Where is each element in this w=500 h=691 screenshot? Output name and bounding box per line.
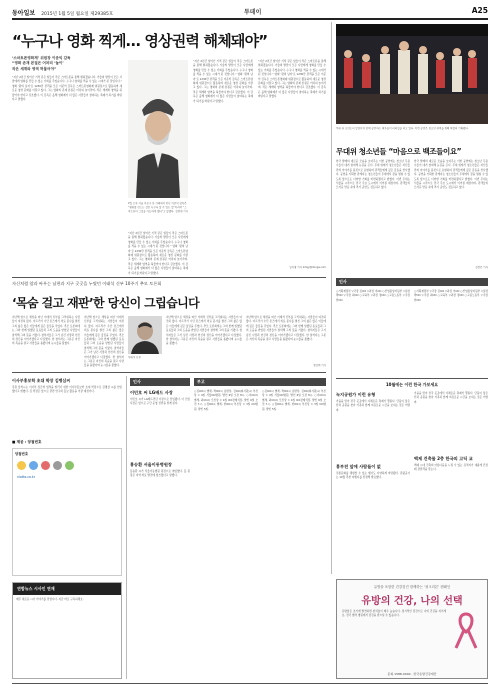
left-ad (12, 582, 122, 679)
stage-photo (336, 24, 488, 124)
ad-title: 유방의 건강, 나의 선택 (361, 596, 463, 607)
middle-body3: 전통문화를 체험할 수 있는 행사도 다양하게 마련됐다. 관광공사는 10월 추천 여행지를 선정해 발표했다. (336, 472, 410, 480)
feature-byline: 정성택 기자 (313, 364, 326, 367)
stage-body-col1: 한국 발레의 새로운 모습을 보여주는 이번 공연에는 청소년 무용수들이 대거 참여해 눈길을 끈다. 무대 위에서 청소년들은 자신들만의 이야기를 몸짓으로 표현하며 관객들에게 깊은 감동을 선사했다. 공연을 기획한 관계자는 청소년들이 무대에서 꿈을 펼칠 수 있도록 앞으로도 다양한 기회를 마련하겠다고 밝혔다. 이번 무대는 서울을 시작으로 전국 주요 도시에서 이어질 예정이며, 관객들의 뜨거운 반응 속에 추가 공연도 검토하고 있다. (336, 160, 410, 190)
people-item-title: 홍승환 서울이동병원장 (130, 462, 172, 467)
lotto-box: 당첨번호 nlotto.co.kr (12, 448, 122, 576)
left-head1: 이사부홍보학 초대 학장 김병삼씨 (12, 378, 71, 383)
middle-body1-col2: ○기획재정부 ▽국장 김OO ▽과장 이OO ○산업통상자원부 ▽실장 박OO ▽국장 최OO ○교육부 ▽과장 정OO ○고용노동부 ▽국장 한OO (414, 290, 488, 302)
middle-sub3: 백제 건축물 2층 한국의 고딕 교 (414, 456, 473, 461)
notices-col1: ○김OO씨 별세, 박OO씨 남편상, 김OO(회사원)씨 부친상 = 4일 서울OO병원, 발인 6일 오전 8시. ○이OO씨 별세, 최OO씨 모친상 = 4일 OO장례식장, 발인 6일 오전 7시. ○정OO씨 별세, 한OO씨 부친상 = 3일 OO병원, 발인 5일. (194, 390, 258, 411)
left-ad-body: 매주 새로운 시사 이야기를 전합니다. 지금 바로 구독하세요. (16, 598, 84, 601)
stage-body-col2: 한국 발레의 새로운 모습을 보여주는 이번 공연에는 청소년 무용수들이 대거 참여해 눈길을 끈다. 무대 위에서 청소년들은 자신들만의 이야기를 몸짓으로 표현하며 관객들에게 깊은 감동을 선사했다. 공연을 기획한 관계자는 청소년들이 무대에서 꿈을 펼칠 수 있도록 앞으로도 다양한 기회를 마련하겠다고 밝혔다. 이번 무대는 서울을 시작으로 전국 주요 도시에서 이어질 예정이며, 관객들의 뜨거운 반응 속에 추가 공연도 검토하고 있다. (414, 160, 488, 190)
left-body1: 강원 삼척시는 이사부 장군의 업적을 알리기 위한 이사부홍보학 초대 학장으로 김병삼 씨를 선임했다고 밝혔다. 김 학장은 앞으로 관련 연구와 홍보 활동을 이끌 예정이다. (12, 386, 122, 394)
feature-rule (12, 277, 326, 278)
left-ad-title: 연합뉴스 시사인 연재 (13, 583, 121, 595)
left-head2: ■ 제공 : 당첨번호 (12, 440, 42, 444)
feature-body-col3: 지난해 암으로 세상을 떠난 이태석 신부를 그리워하는 사람들이 여전히 많다. 아프리카 수단 톤즈에서 의료 봉사를 펼친 그의 삶은 많은 이들에게 깊은 울림을 주었다. 추모 토론회에는 그와 함께 일했던 동료들과 그의 도움을 받았던 사람들이 참석해 그의 뜻을 기렸다. 참석자들은 그가 남긴 사랑과 헌신의 정신을 이어가겠다고 다짐했다. 한 참석자는 그분은 자신의 목숨을 걸고 사람들을 돌봤다며 눈시울을 붉혔다. (166, 316, 242, 346)
column-divider (331, 22, 332, 574)
lead-photo-caption: 2일 오후 서울 마포구 한 카페에서 만난 이준익 감독은 “영화를 만드는 것은 누구나 할 수 있는 일”이라며 “스마트폰이 그것을 가능하게 했다”고 말했다. 김경제 기자 (128, 202, 188, 213)
feature-body-col2: 지난해 암으로 세상을 떠난 이태석 신부를 그리워하는 사람들이 여전히 많다. 아프리카 수단 톤즈에서 의료 봉사를 펼친 그의 삶은 많은 이들에게 깊은 울림을 주었다. 추모 토론회에는 그와 함께 일했던 동료들과 그의 도움을 받았던 사람들이 참석해 그의 뜻을 기렸다. 참석자들은 그가 남긴 사랑과 헌신의 정신을 이어가겠다고 다짐했다. 한 참석자는 그분은 자신의 목숨을 걸고 사람들을 돌봤다며 눈시울을 붉혔다. (84, 316, 124, 368)
middle-head2: 10월에는 이런 한국 가보세요 (385, 382, 439, 387)
lotto-ball-icon (41, 461, 50, 470)
middle-head1: 인사 (336, 278, 488, 286)
lead-byline: 김지영 기자 kimjy@donga.com (289, 266, 326, 269)
priest-portrait-icon (128, 316, 162, 354)
lead-headline: “누구나 영화 찍게… 영상권력 해체돼야” (12, 32, 268, 50)
feature-portrait (128, 316, 162, 354)
paper-name: 동아일보 (12, 10, 36, 17)
stage-byline: 김정은 기자 (475, 266, 488, 269)
people-item-title: 이민호 씨 LG배드 사장 (130, 390, 173, 395)
middle-body2: 가을을 맞아 전국 곳곳에서 다채로운 축제가 열린다. 단풍이 물든 산과 공원을 찾아 가족과 함께 여유로운 시간을 보내는 것은 어떨까. (336, 400, 410, 412)
director-portrait-icon (128, 60, 188, 198)
notices-col2: ○김OO씨 별세, 박OO씨 남편상, 김OO(회사원)씨 부친상 = 4일 서울OO병원, 발인 6일 오전 8시. ○이OO씨 별세, 최OO씨 모친상 = 4일 OO장례식장, 발인 6일 오전 7시. ○정OO씨 별세, 한OO씨 부친상 = 3일 OO병원, 발인 5일. (262, 390, 326, 411)
lead-subhead: ‘스마트폰영화제’ 위원장 이준익 감독 “영화 존재 본질은 어차피 ‘놀이’ 작은 세계와 영역 허물어야” (12, 56, 71, 71)
lead-body-col4: “지난 2년간 일어난 기적 같은 일들이 작은 스마트폰을 통해 펼쳐졌습니다. 기술의 발전이 모든 사람에게 영화를 만들 수 있는 기회를 주었습니다. 누구나 영화를 찍을 수 있는 시대가 된 것입니다.” 영화 ‘왕의 남자’로 1230만 관객을 모은 이준익 감독은 스마트폰영화제 위원장으로 활동하며 새로운 영상 문화를 이끌고 있다. 그는 영화의 존재 본질은 어차피 놀이라며, 작은 세계와 영역을 허물어야 한다고 강조했다. 이 감독은 올해 영화제가 더 많은 사람들이 참여하는 축제가 되기를 바란다고 말했다. (258, 60, 326, 99)
date-line: 2015년 1월 5일 월요일 제29385호 (41, 12, 114, 17)
feature-body-col4: 지난해 암으로 세상을 떠난 이태석 신부를 그리워하는 사람들이 여전히 많다. 아프리카 수단 톤즈에서 의료 봉사를 펼친 그의 삶은 많은 이들에게 깊은 울림을 주었다. 추모 토론회에는 그와 함께 일했던 동료들과 그의 도움을 받았던 사람들이 참석해 그의 뜻을 기렸다. 참석자들은 그가 남긴 사랑과 헌신의 정신을 이어가겠다고 다짐했다. 한 참석자는 그분은 자신의 목숨을 걸고 사람들을 돌봤다며 눈시울을 붉혔다. (246, 316, 326, 342)
lotto-ball-icon (17, 461, 26, 470)
people-item-body: 홍승환 씨가 서울이동병원 원장으로 취임했다. 홍 원장은 지역 의료 발전에 힘쓰겠다고 말했다. (130, 470, 190, 478)
ad-lead: 유방을 포함한 건강검진 함께하는 ‘핑크리본’ 캠페인 (373, 585, 451, 589)
feature-headline: ‘목숨 걸고 재판’한 당신이 그립습니다 (12, 296, 200, 310)
lead-photo (128, 60, 188, 198)
middle-body2-col2: 가을을 맞아 전국 곳곳에서 다채로운 축제가 열린다. 단풍이 물든 산과 공원을 찾아 가족과 함께 여유로운 시간을 보내는 것은 어떨까. (414, 392, 488, 404)
footer-rule (12, 683, 488, 684)
notices-section-head: 부고 (194, 378, 326, 386)
middle-body1-col1: ○기획재정부 ▽국장 김OO ▽과장 이OO ○산업통상자원부 ▽실장 박OO ▽국장 최OO ○교육부 ▽과장 정OO ○고용노동부 ▽국장 한OO (336, 290, 410, 302)
lotto-ball-icon (53, 461, 62, 470)
header-rule (12, 18, 488, 20)
stage-photo-caption: 무대 뒤 소년소녀 합창단과 함께 공연하는 배우들이 리허설을 하고 있다. 이번 공연은 청소년 관객을 위해 특별히 기획됐다. (336, 127, 469, 130)
feature-kicker: 자신처럼 암과 싸우는 남편과 지구 곳곳을 누볐던 이태석 신부 10주기 추모 토론회 (12, 281, 162, 286)
section-name: 투데이 (244, 9, 262, 16)
stage-performance-icon (336, 24, 488, 124)
lead-body-col1: “지난 2년간 일어난 기적 같은 일들이 작은 스마트폰을 통해 펼쳐졌습니다. 기술의 발전이 모든 사람에게 영화를 만들 수 있는 기회를 주었습니다. 누구나 영화를 찍을 수 있는 시대가 된 것입니다.” 영화 ‘왕의 남자’로 1230만 관객을 모은 이준익 감독은 스마트폰영화제 위원장으로 활동하며 새로운 영상 문화를 이끌고 있다. 그는 영화의 존재 본질은 어차피 놀이라며, 작은 세계와 영역을 허물어야 한다고 강조했다. 이 감독은 올해 영화제가 더 많은 사람들이 참여하는 축제가 되기를 바란다고 말했다. (12, 76, 122, 102)
ad-body: 유방암은 조기에 발견하면 완치율이 매우 높습니다. 정기적인 검진으로 나의 건강을 지키세요. 전국 협력 병원에서 검진을 받으실 수 있습니다. (342, 610, 446, 618)
lead-body-col2: “지난 2년간 일어난 기적 같은 일들이 작은 스마트폰을 통해 펼쳐졌습니다. 기술의 발전이 모든 사람에게 영화를 만들 수 있는 기회를 주었습니다. 누구나 영화를 찍을 수 있는 시대가 된 것입니다.” 영화 ‘왕의 남자’로 1230만 관객을 모은 이준익 감독은 스마트폰영화제 위원장으로 활동하며 새로운 영상 문화를 이끌고 있다. 그는 영화의 존재 본질은 어차피 놀이라며, 작은 세계와 영역을 허물어야 한다고 강조했다. 이 감독은 올해 영화제가 더 많은 사람들이 참여하는 축제가 되기를 바란다고 말했다. (128, 232, 188, 275)
lotto-ball-icon (65, 461, 74, 470)
middle-sub1: 녹지공원가 이런 유형 (336, 392, 376, 397)
health-ad (336, 579, 488, 679)
lotto-ball-icon (29, 461, 38, 470)
pink-ribbon-icon (450, 610, 482, 650)
middle-sub2: 흥부전 앞에 사람들이 없 (336, 464, 381, 469)
lotto-site[interactable]: nlotto.co.kr (17, 475, 36, 479)
lead-body-col3: “지난 2년간 일어난 기적 같은 일들이 작은 스마트폰을 통해 펼쳐졌습니다. 기술의 발전이 모든 사람에게 영화를 만들 수 있는 기회를 주었습니다. 누구나 영화를 찍을 수 있는 시대가 된 것입니다.” 영화 ‘왕의 남자’로 1230만 관객을 모은 이준익 감독은 스마트폰영화제 위원장으로 활동하며 새로운 영상 문화를 이끌고 있다. 그는 영화의 존재 본질은 어차피 놀이라며, 작은 세계와 영역을 허물어야 한다고 강조했다. 이 감독은 올해 영화제가 더 많은 사람들이 참여하는 축제가 되기를 바란다고 말했다. (193, 60, 253, 103)
stage-headline: 무대위 청소년들 “마음으로 백조들이요” (336, 147, 462, 156)
masthead (12, 8, 113, 17)
lower-rule (12, 372, 326, 373)
ad-contact: 문의 1588-0000 · 한국유방건강재단 (387, 672, 437, 676)
people-section-head: 인사 (130, 378, 190, 386)
feature-portrait-caption: 이태석 신부 (128, 356, 141, 359)
people-item-body: 이민호 씨가 LG배드민턴 사장으로 선임됐다. 이 신임 사장은 앞으로 구단 운영 전반을 맡게 된다. (130, 398, 190, 406)
middle-rule (336, 378, 488, 379)
column-divider (126, 376, 127, 679)
middle-body4: 백제 시대 건축의 아름다움을 느낄 수 있는 유적지가 새롭게 단장돼 관람객을 맞는다. (414, 464, 488, 472)
feature-body-col1: 지난해 암으로 세상을 떠난 이태석 신부를 그리워하는 사람들이 여전히 많다. 아프리카 수단 톤즈에서 의료 봉사를 펼친 그의 삶은 많은 이들에게 깊은 울림을 주었다. 추모 토론회에는 그와 함께 일했던 동료들과 그의 도움을 받았던 사람들이 참석해 그의 뜻을 기렸다. 참석자들은 그가 남긴 사랑과 헌신의 정신을 이어가겠다고 다짐했다. 한 참석자는 그분은 자신의 목숨을 걸고 사람들을 돌봤다며 눈시울을 붉혔다. (12, 316, 80, 346)
lotto-balls (13, 458, 121, 473)
page-number: A25 (471, 6, 488, 15)
